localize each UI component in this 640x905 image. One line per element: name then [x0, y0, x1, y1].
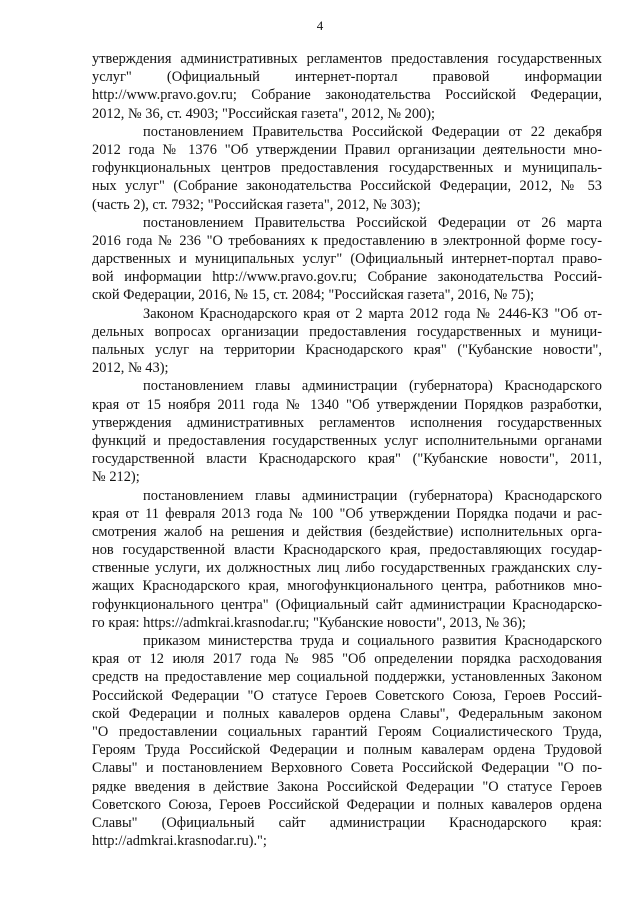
text-line: края от 15 ноября 2011 года № 1340 "Об утверждении Порядков разработки,: [92, 396, 602, 413]
text-line: 2012 года № 1376 "Об утверждении Правил организации деятельности мно-: [92, 141, 602, 158]
text-line: жащих Краснодарского края, многофункционального центра, работников мно-: [92, 578, 602, 595]
text-line: гофункциональных центров предоставления государственных и муниципаль-: [92, 160, 602, 177]
text-line: http://admkrai.krasnodar.ru).";: [92, 833, 267, 850]
text-line: № 212);: [92, 469, 140, 486]
page-number: 4: [316, 18, 324, 33]
text-line: (часть 2), ст. 7932; "Российская газета", 2012, № 303);: [92, 196, 421, 213]
text-line: смотрения жалоб на решения и действия (бездействие) исполнительных орга-: [92, 523, 602, 540]
text-line: Российской Федерации "О статусе Героев Советского Союза, Героев Россий-: [92, 687, 602, 704]
text-line: Героям Труда Российской Федерации и полным кавалерам ордена Трудовой: [92, 742, 602, 759]
text-line: постановлением Правительства Российской Федерации от 26 марта: [143, 214, 602, 231]
text-line: 2012, № 43);: [92, 360, 169, 377]
text-line: ственные услуги, их должностных лиц либо государственных гражданских слу-: [92, 560, 602, 577]
text-line: функций и предоставления государственных услуг исполнительными органами: [92, 432, 602, 449]
text-line: ской Федерации, 2016, № 15, ст. 2084; "Российская газета", 2016, № 75);: [92, 287, 535, 304]
text-line: Славы" (Официальный сайт администрации Краснодарского края:: [92, 814, 602, 831]
text-line: средств на предоставление мер социальной поддержки, установленных Законом: [92, 669, 602, 686]
text-line: государственной власти Краснодарского края" ("Кубанские новости", 2011,: [92, 451, 602, 468]
text-line: рядке введения в действие Закона Российской Федерации "О статусе Героев: [92, 778, 602, 795]
text-line: постановлением Правительства Российской Федерации от 22 декабря: [143, 123, 602, 140]
text-line: ской Федерации и полных кавалеров ордена Славы", Федеральным законом: [92, 705, 602, 722]
text-line: края от 12 июля 2017 года № 985 "Об определении порядка расходования: [92, 651, 602, 668]
text-line: постановлением главы администрации (губернатора) Краснодарского: [143, 378, 602, 395]
document-body: [92, 50, 602, 850]
text-line: нов государственной власти Краснодарского края, предоставляющих государ-: [92, 542, 602, 559]
text-line: дельных вопросах организации предоставления государственных и муници-: [92, 323, 602, 340]
text-line: http://www.pravo.gov.ru; Собрание законодательства Российской Федерации,: [92, 87, 602, 104]
text-line: ных услуг" (Собрание законодательства Российской Федерации, 2012, № 53: [92, 178, 602, 195]
text-line: Советского Союза, Героев Российской Федерации и полных кавалеров ордена: [92, 796, 602, 813]
text-line: края от 11 февраля 2013 года № 100 "Об утверждении Порядка подачи и рас-: [92, 505, 602, 522]
text-line: 2016 года № 236 "О требованиях к предоставлению в электронной форме госу-: [92, 232, 602, 249]
text-line: го края: https://admkrai.krasnodar.ru; "Кубанские новости", 2013, № 36);: [92, 614, 526, 631]
text-line: 2012, № 36, ст. 4903; "Российская газета", 2012, № 200);: [92, 105, 436, 122]
text-line: приказом министерства труда и социального развития Краснодарского: [143, 633, 602, 649]
text-line: утверждения административных регламентов предоставления государственных: [92, 51, 602, 67]
text-line: "О предоставлении социальных гарантий Героям Социалистического Труда,: [92, 723, 602, 740]
text-line: дарственных и муниципальных услуг" (Официальный интернет-портал право-: [92, 251, 602, 268]
text-line: Законом Краснодарского края от 2 марта 2012 года № 2446-КЗ "Об от-: [143, 305, 602, 322]
text-line: вой информации http://www.pravo.gov.ru; Собрание законодательства Россий-: [92, 269, 602, 286]
text-line: утверждения административных регламентов исполнения государственных: [92, 414, 602, 431]
text-line: гофункционального центра" (Официальный сайт администрации Краснодарско-: [92, 596, 602, 613]
text-line: Славы" и постановлением Верховного Совета Российской Федерации "О по-: [92, 760, 602, 777]
text-line: постановлением главы администрации (губернатора) Краснодарского: [143, 487, 602, 504]
text-line: пальных услуг на территории Краснодарского края" ("Кубанские новости",: [92, 342, 602, 358]
text-line: услуг" (Официальный интернет-портал правовой информации: [92, 69, 602, 86]
